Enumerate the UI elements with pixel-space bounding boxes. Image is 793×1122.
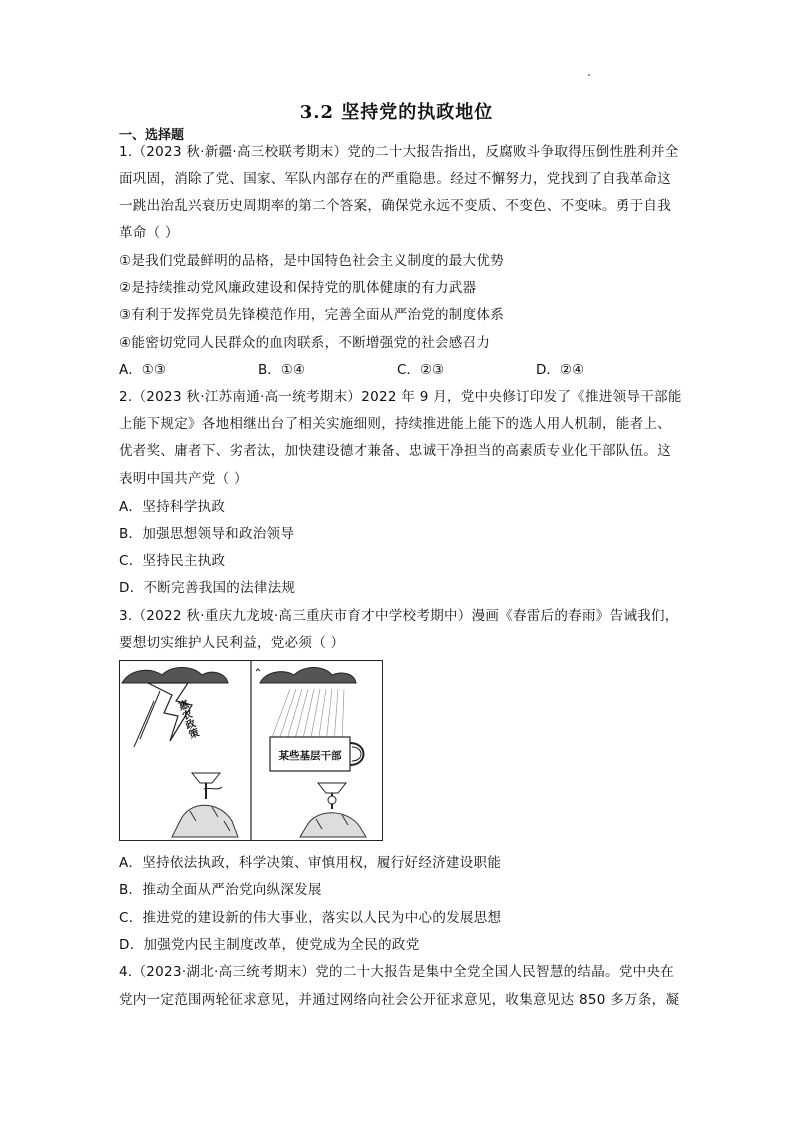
q3-option-c[interactable]: C．推进党的建设新的伟大事业，落实以人民为中心的发展思想 — [119, 910, 502, 926]
q1-option-b[interactable]: B．①④ — [258, 362, 305, 378]
q4-line-1: 4.（2023·湖北·高三统考期末）党的二十大报告是集中全党全国人民智慧的结晶。党中央在 — [119, 964, 675, 980]
q3-option-b[interactable]: B．推动全面从严治党向纵深发展 — [119, 882, 322, 898]
q1-line-3: 一跳出治乱兴衰历史周期率的第二个答案，确保党永远不变质、不变色、不变味。勇于自我 — [119, 198, 671, 214]
q2-option-d[interactable]: D．不断完善我国的法律法规 — [119, 580, 296, 596]
q2-option-b[interactable]: B．加强思想领导和政治领导 — [119, 526, 295, 542]
q1-option-d[interactable]: D．②④ — [536, 362, 585, 378]
cloud-right-icon — [256, 668, 356, 684]
bolt-label: 惠农政策 — [174, 699, 199, 741]
q3-line-1: 3.（2022 秋·重庆九龙坡·高三重庆市育才中学校考期中）漫画《春雷后的春雨》告诫我们， — [119, 608, 679, 624]
q4-line-2: 党内一定范围两轮征求意见，并通过网络向社会公开征求意见，收集意见达 850 多万条，凝 — [119, 992, 680, 1008]
q1-item-3: ③有利于发挥党员先锋模范作用，完善全面从严治党的制度体系 — [119, 307, 505, 323]
mug-label: 某些基层干部 — [278, 750, 342, 762]
q1-line-4: 革命（ ） — [119, 225, 179, 241]
rain-icon — [270, 689, 344, 743]
q2-line-3: 优者奖、庸者下、劣者汰，加快建设德才兼备、忠诚干净担当的高素质专业化干部队伍。这 — [119, 443, 671, 459]
q3-line-2: 要想切实维护人民利益，党必须（ ） — [119, 635, 345, 651]
q3-option-a[interactable]: A．坚持依法执政，科学决策、审慎用权，履行好经济建设职能 — [119, 855, 502, 871]
q1-option-a[interactable]: A．①③ — [119, 362, 166, 378]
q1-option-c[interactable]: C．②③ — [397, 362, 445, 378]
cartoon-drawing — [120, 661, 382, 840]
cup-left-icon — [172, 773, 238, 837]
scan-speck — [588, 74, 590, 76]
cup-right-icon — [300, 783, 366, 837]
q1-line-1: 1.（2023 秋·新疆·高三校联考期末）党的二十大报告指出，反腐败斗争取得压倒性胜利并全 — [119, 144, 679, 160]
cloud-left-icon — [122, 668, 228, 684]
q1-item-2: ②是持续推动党风廉政建设和保持党的肌体健康的有力武器 — [119, 280, 477, 296]
q2-line-4: 表明中国共产党（ ） — [119, 471, 248, 487]
q1-item-1: ①是我们党最鲜明的品格，是中国特色社会主义制度的最大优势 — [119, 253, 505, 269]
q2-line-1: 2.（2023 秋·江苏南通·高一统考期末）2022 年 9 月，党中央修订印发了《推进领导干部能 — [119, 389, 682, 405]
q1-line-2: 面巩固，消除了党、国家、军队内部存在的严重隐患。经过不懈努力，党找到了自我革命这 — [119, 171, 671, 187]
q2-option-a[interactable]: A．坚持科学执政 — [119, 499, 226, 515]
section-heading: 一、选择题 — [119, 128, 185, 143]
page-title: 3.2 坚持党的执政地位 — [299, 102, 494, 123]
q2-line-2: 上能下规定》各地相继出台了相关实施细则，持续推进能上能下的选人用人机制，能者上、 — [119, 416, 671, 432]
cartoon-image — [119, 660, 383, 841]
q2-option-c[interactable]: C．坚持民主执政 — [119, 553, 226, 569]
q3-option-d[interactable]: D．加强党内民主制度改革，使党成为全民的政党 — [119, 937, 420, 953]
q1-item-4: ④能密切党同人民群众的血肉联系，不断增强党的社会感召力 — [119, 335, 491, 351]
